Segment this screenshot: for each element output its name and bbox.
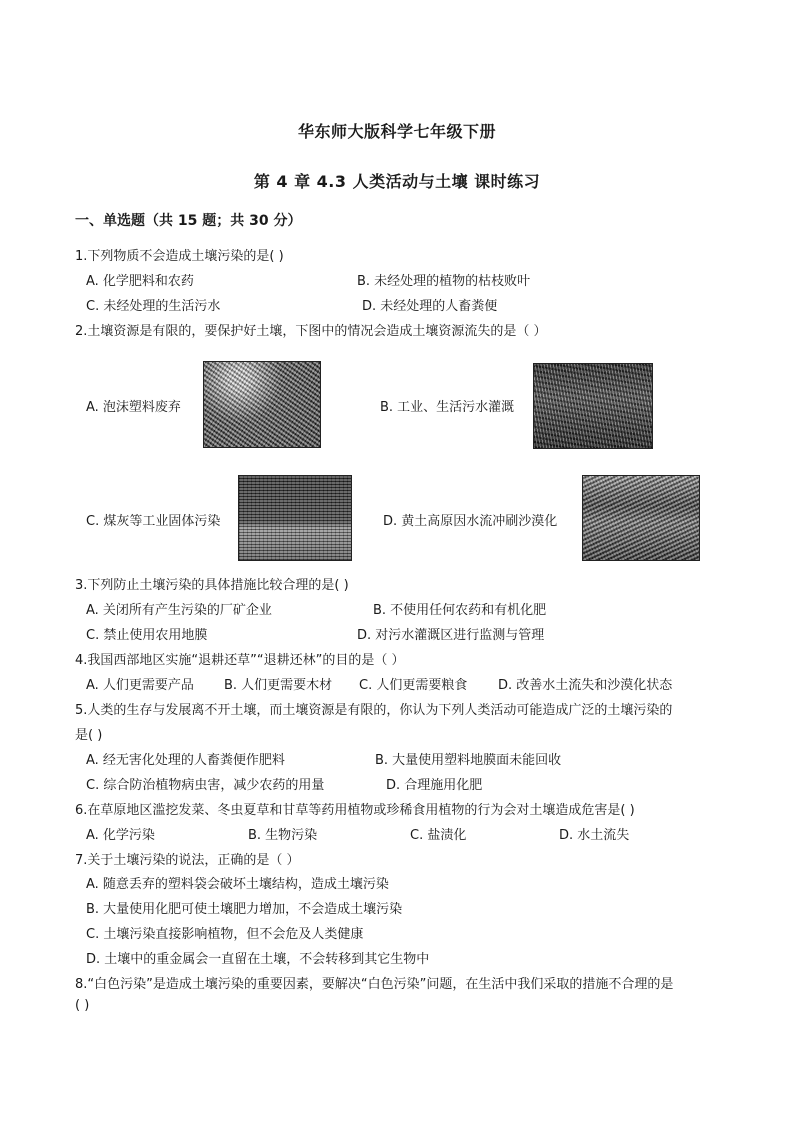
question-5-option-a: A. 经无害化处理的人畜粪便作肥料: [86, 753, 285, 768]
question-1-option-c: C. 未经处理的生活污水: [86, 299, 221, 314]
question-4-option-b: B. 人们更需要木材: [224, 678, 333, 693]
question-6-option-d: D. 水土流失: [559, 828, 630, 843]
section-heading: 一、单选题（共 15 题；共 30 分）: [75, 213, 302, 229]
question-1-stem: 1.下列物质不会造成土壤污染的是( ): [75, 249, 284, 264]
question-6-option-a: A. 化学污染: [86, 828, 155, 843]
question-2-option-d: D. 黄土高原因水流冲刷沙漠化: [383, 514, 558, 529]
question-4-option-d: D. 改善水土流失和沙漠化状态: [498, 678, 673, 693]
question-6-stem: 6.在草原地区滥挖发菜、冬虫夏草和甘草等药用植物或珍稀食用植物的行为会对土壤造成危害是( ): [75, 803, 635, 818]
question-7-option-b: B. 大量使用化肥可使土壤肥力增加，不会造成土壤污染: [86, 902, 403, 917]
question-1-option-a: A. 化学肥料和农药: [86, 274, 194, 289]
question-3-option-c: C. 禁止使用农用地膜: [86, 628, 208, 643]
document-title: 华东师大版科学七年级下册: [297, 122, 496, 141]
foam-plastic-waste-photo: [203, 361, 321, 448]
question-7-option-d: D. 土壤中的重金属会一直留在土壤，不会转移到其它生物中: [86, 952, 430, 967]
question-8-stem-line1: 8.“白色污染”是造成土壤污染的重要因素，要解决“白色污染”问题，在生活中我们采取的措施不合理的是: [75, 977, 674, 992]
coal-ash-pollution-photo: [238, 475, 352, 561]
question-4-option-c: C. 人们更需要粮食: [359, 678, 468, 693]
question-2-option-c: C. 煤灰等工业固体污染: [86, 514, 221, 529]
question-5-stem-line1: 5.人类的生存与发展离不开土壤，而土壤资源是有限的，你认为下列人类活动可能造成广泛的土壤污染的: [75, 703, 673, 718]
question-4-stem: 4.我国西部地区实施“退耕还草”“退耕还林”的目的是（ ）: [75, 653, 405, 668]
question-6-option-c: C. 盐渍化: [410, 828, 467, 843]
question-2-option-b: B. 工业、生活污水灌溉: [380, 400, 515, 415]
question-5-stem-line2: 是( ): [75, 728, 103, 743]
question-2-stem: 2.土壤资源是有限的，要保护好土壤，下图中的情况会造成土壤资源流失的是（ ）: [75, 324, 547, 339]
question-3-option-b: B. 不使用任何农药和有机化肥: [373, 603, 547, 618]
question-2-option-a: A. 泡沫塑料废弃: [86, 400, 181, 415]
question-3-option-d: D. 对污水灌溉区进行监测与管理: [357, 628, 545, 643]
question-3-option-a: A. 关闭所有产生污染的厂矿企业: [86, 603, 272, 618]
question-7-option-c: C. 土壤污染直接影响植物，但不会危及人类健康: [86, 927, 364, 942]
question-5-option-b: B. 大量使用塑料地膜面未能回收: [375, 753, 562, 768]
question-6-option-b: B. 生物污染: [248, 828, 318, 843]
question-3-stem: 3.下列防止土壤污染的具体措施比较合理的是( ): [75, 578, 349, 593]
question-5-option-c: C. 综合防治植物病虫害，减少农药的用量: [86, 778, 325, 793]
sewage-irrigation-photo: [533, 363, 653, 449]
loess-plateau-erosion-photo: [582, 475, 700, 561]
question-7-stem: 7.关于土壤污染的说法，正确的是（ ）: [75, 853, 300, 868]
question-1-option-d: D. 未经处理的人畜粪便: [362, 299, 498, 314]
question-5-option-d: D. 合理施用化肥: [386, 778, 483, 793]
question-8-stem-line2: ( ): [75, 998, 90, 1013]
question-4-option-a: A. 人们更需要产品: [86, 678, 194, 693]
question-7-option-a: A. 随意丢弃的塑料袋会破坏土壤结构，造成土壤污染: [86, 877, 389, 892]
question-1-option-b: B. 未经处理的植物的枯枝败叶: [357, 274, 531, 289]
document-subtitle: 第 4 章 4.3 人类活动与土壤 课时练习: [253, 172, 541, 191]
